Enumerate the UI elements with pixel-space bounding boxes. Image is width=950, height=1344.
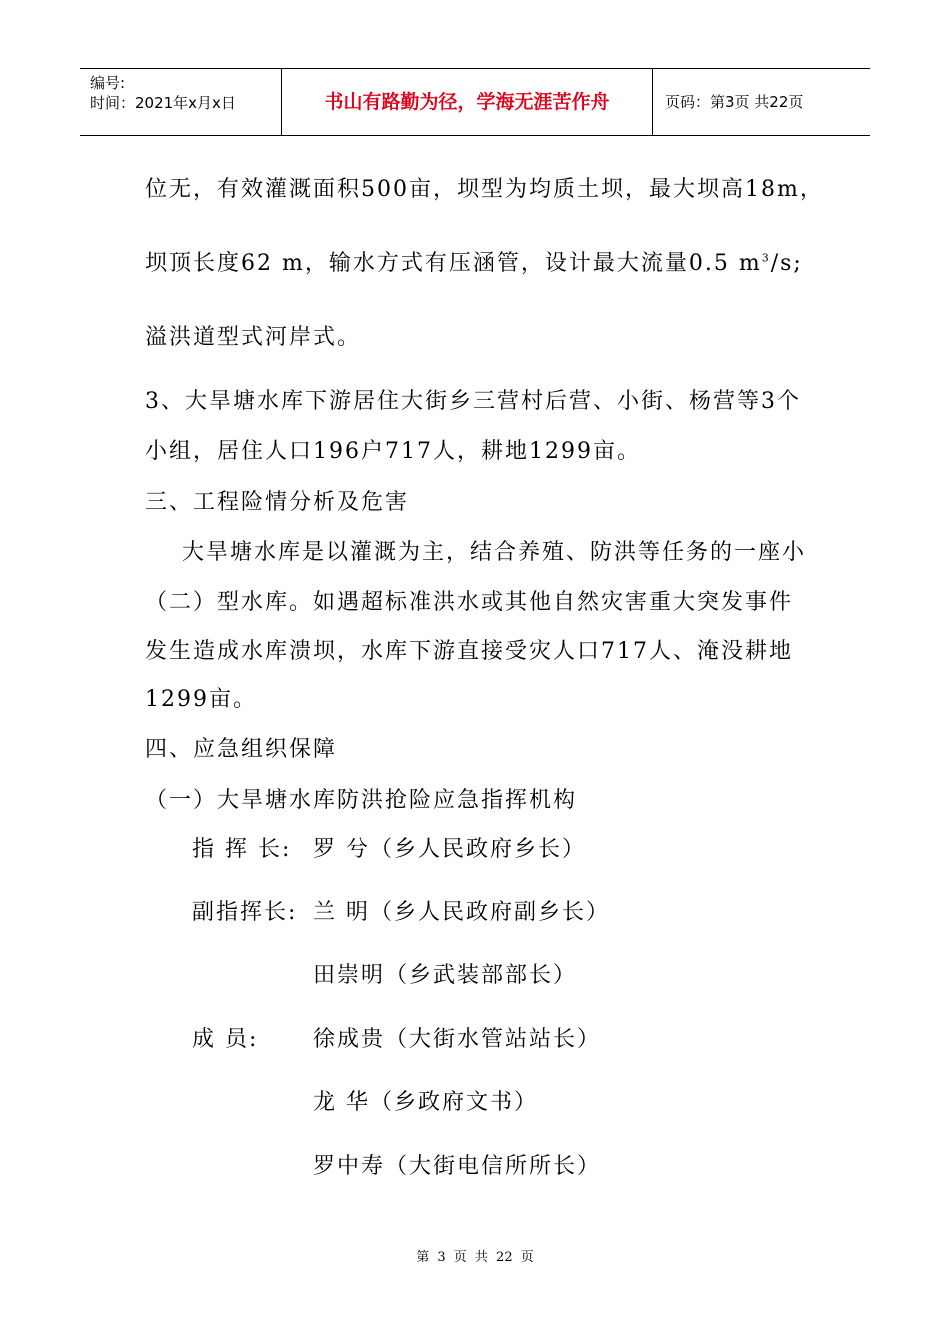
body-line: 溢洪道型式河岸式。 [145,325,362,350]
role-person: 田崇明（乡武装部部长） [313,963,578,988]
body-line: 发生造成水库溃坝，水库下游直接受灾人口717人、淹没耕地 [145,639,793,664]
role-person: 兰 明（乡人民政府副乡长） [313,900,610,925]
role-person: 徐成贵（大街水管站站长） [313,1027,602,1052]
body-line: 1299亩。 [145,687,257,712]
body-line: （二）型水库。如遇超标准洪水或其他自然灾害重大突发事件 [145,590,794,615]
role-person: 罗中寿（大街电信所所长） [313,1154,602,1179]
body-line: 小组，居住人口196户717人，耕地1299亩。 [145,439,641,464]
role-person: 龙 华（乡政府文书） [313,1090,538,1115]
role-person: 罗 兮（乡人民政府乡长） [313,837,586,862]
header-meta [80,69,281,135]
role-title: 指 挥 长: [192,837,292,862]
header-motto: 书山有路勤为径，学海无涯苦作舟 [281,69,653,135]
flow-unit-superscript: 3 [761,251,771,265]
flow-text: 坝顶长度62 m，输水方式有压涵管，设计最大流量0.5 m [145,251,762,276]
page-header [80,68,870,136]
role-title: 副指挥长: [192,900,298,925]
body-paragraph-start: 大旱塘水库是以灌溉为主，结合养殖、防洪等任务的一座小 [182,540,807,565]
role-title: 成 员: [192,1027,259,1052]
section-heading: 四、应急组织保障 [145,737,338,762]
body-line: 3、大旱塘水库下游居住大街乡三营村后营、小街、杨营等3个 [145,389,801,414]
subsection-heading: （一）大旱塘水库防洪抢险应急指挥机构 [145,788,578,813]
body-line-flow [145,246,803,277]
section-heading: 三、工程险情分析及危害 [145,490,410,515]
header-page-number: 页码：第3页 共22页 [665,93,804,111]
body-line: 位无，有效灌溉面积500亩，坝型为均质土坝，最大坝高18m， [145,177,824,202]
page-footer: 第 3 页 共 22 页 [416,1250,534,1265]
flow-unit-suffix: /s; [770,251,803,276]
document-number-label: 编号: [90,74,126,92]
document-date: 时间：2021年x月x日 [90,94,236,112]
